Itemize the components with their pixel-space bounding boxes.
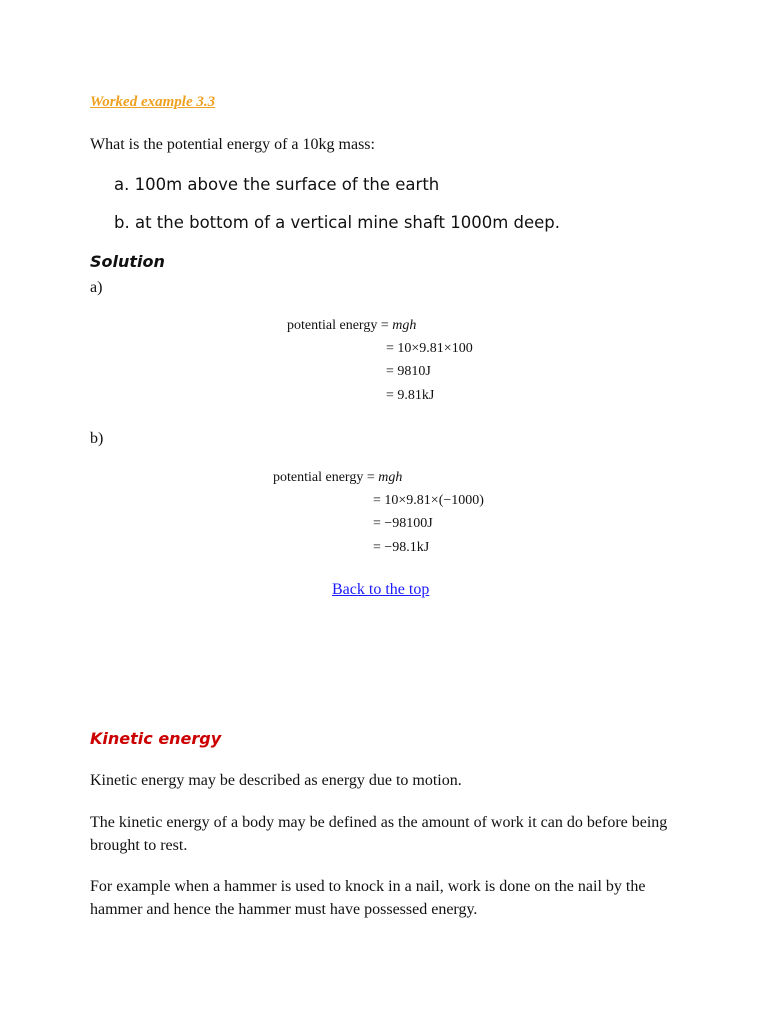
kinetic-energy-heading: Kinetic energy [90,729,222,748]
list-item [114,175,439,194]
equation-a-line-2 [386,341,473,357]
equals-sign: = [373,493,381,508]
equation-term: mgh [378,470,403,485]
equation-b-line-4 [373,540,429,556]
equals-sign: = [366,470,375,485]
equation-a-line-3 [386,364,431,380]
part-b-label: b) [90,430,104,447]
list-marker: a. [114,175,130,194]
equation-lhs: potential energy [287,318,378,333]
paragraph: Kinetic energy may be described as energy due to motion. [90,772,462,789]
back-to-top-link[interactable]: Back to the top [332,581,430,598]
equals-sign: = [380,318,389,333]
equation-b-line-1 [273,470,402,486]
equation-term: 10×9.81×(−1000) [384,493,484,508]
worked-example-title: Worked example 3.3 [90,94,216,110]
equals-sign: = [386,388,394,403]
paragraph: The kinetic energy of a body may be defined as the amount of work it can do before being brought to rest. [90,814,668,854]
question-text: What is the potential energy of a 10kg mass: [90,136,375,153]
equation-term: 9.81kJ [397,388,435,403]
equation-a-line-4 [386,388,434,404]
solution-heading: Solution [90,252,165,271]
equation-term: −98.1kJ [384,540,430,555]
equals-sign: = [373,516,381,531]
list-item-text: at the bottom of a vertical mine shaft 1000m deep. [134,213,561,232]
equation-a-line-1 [287,318,416,334]
equation-term: 9810J [397,364,431,379]
equation-term: 10×9.81×100 [397,341,473,356]
list-marker: b. [114,213,130,232]
equation-b-line-3 [373,516,433,532]
equals-sign: = [386,364,394,379]
equation-term: −98100J [384,516,433,531]
part-a-label: a) [90,279,103,296]
list-item [114,213,560,232]
equation-b-line-2 [373,493,484,509]
equation-term: mgh [392,318,417,333]
list-item-text: 100m above the surface of the earth [134,175,440,194]
equation-lhs: potential energy [273,470,364,485]
paragraph: For example when a hammer is used to knock in a nail, work is done on the nail by the hammer and hence the hammer must have possessed energy. [90,878,646,918]
equals-sign: = [386,341,394,356]
equals-sign: = [373,540,381,555]
